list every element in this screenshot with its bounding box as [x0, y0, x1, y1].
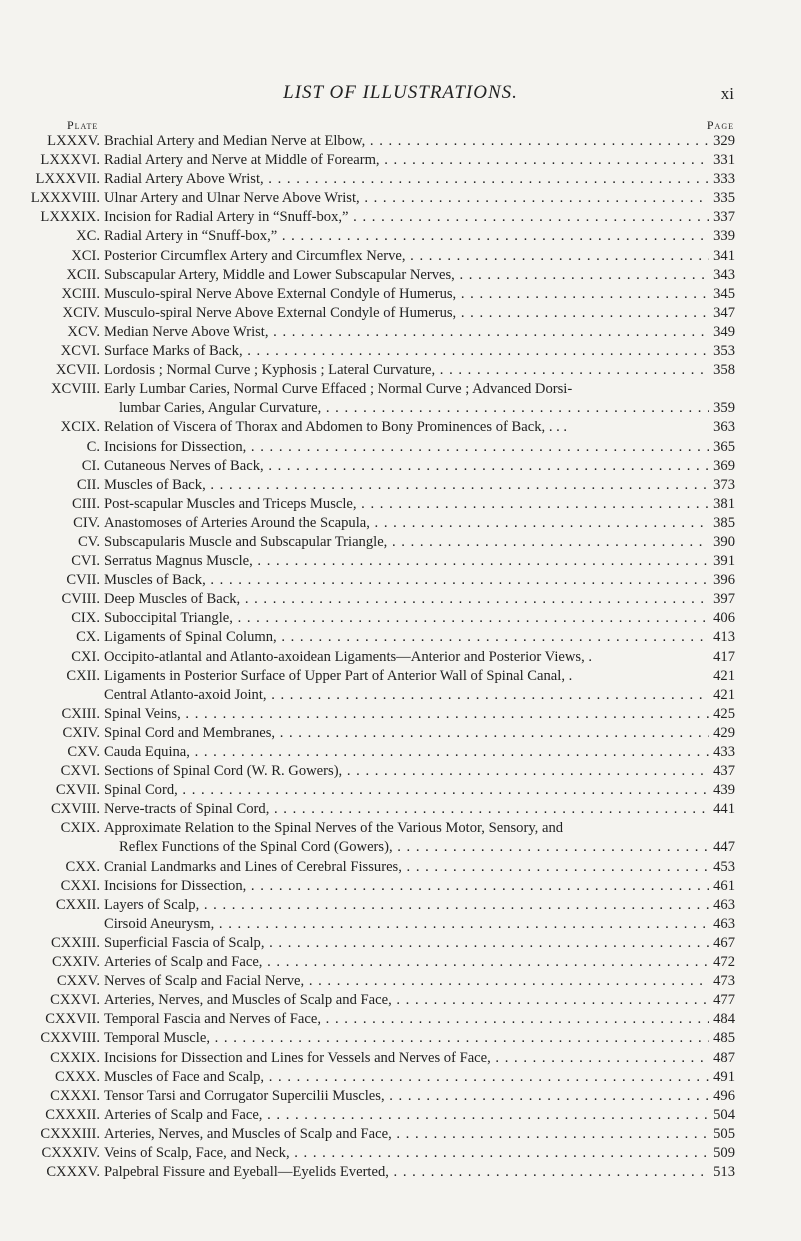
page-reference: 463 — [713, 896, 735, 913]
list-item — [0, 590, 801, 609]
page-reference: 391 — [713, 553, 735, 570]
list-item — [0, 533, 801, 552]
page-number: xi — [720, 84, 734, 103]
list-item — [0, 285, 801, 304]
illustration-title: Incisions for Dissection and Lines for Vessels and Nerves of Face, . . . — [104, 1049, 709, 1068]
plate-number: XCI. — [71, 247, 100, 264]
illustration-title: Arteries, Nerves, and Muscles of Scalp and Face, . . . — [104, 1125, 709, 1144]
plate-number: XCVII. — [55, 362, 100, 379]
plate-number: CXXXII. — [45, 1106, 100, 1123]
illustration-title: Cranial Landmarks and Lines of Cerebral Fissures, . . . — [104, 858, 709, 877]
illustration-title: Sections of Spinal Cord (W. R. Gowers), . . . — [104, 762, 709, 781]
page-reference: 381 — [713, 495, 735, 512]
illustration-title: Muscles of Face and Scalp, . . . — [104, 1068, 709, 1087]
page-reference: 491 — [713, 1068, 735, 1085]
page-reference: 484 — [713, 1011, 735, 1028]
page-reference: 331 — [713, 152, 735, 169]
illustration-title: Approximate Relation to the Spinal Nerves of the Various Motor, Sensory, and — [104, 820, 564, 837]
illustration-title: lumbar Caries, Angular Curvature, . . . — [119, 399, 709, 418]
plate-number: XCVI. — [60, 343, 100, 360]
list-item — [0, 457, 801, 476]
page-reference: 347 — [713, 304, 735, 321]
list-item — [0, 743, 801, 762]
illustration-title: Temporal Fascia and Nerves of Face, . . . — [104, 1010, 709, 1029]
page-reference: 472 — [713, 954, 735, 971]
list-item — [0, 1087, 801, 1106]
page-reference: 417 — [713, 648, 735, 665]
list-item — [0, 934, 801, 953]
plate-number: XCVIII. — [50, 381, 100, 398]
illustration-title: Serratus Magnus Muscle, . . . — [104, 552, 709, 571]
plate-number: XCIV. — [62, 304, 100, 321]
page-reference: 447 — [713, 839, 735, 856]
page-reference: 390 — [713, 533, 735, 550]
illustration-title: Cutaneous Nerves of Back, . . . — [104, 457, 709, 476]
list-item — [0, 838, 801, 857]
list-item — [0, 953, 801, 972]
plate-number: CIX. — [71, 610, 100, 627]
plate-column-header: Plate — [67, 118, 99, 132]
list-item — [0, 800, 801, 819]
page-reference: 349 — [713, 323, 735, 340]
plate-number: CXIV. — [62, 724, 100, 741]
page-reference: 513 — [713, 1164, 735, 1181]
page-reference: 461 — [713, 877, 735, 894]
illustration-title: Incisions for Dissection, . . . — [104, 877, 709, 896]
illustration-title: Occipito-atlantal and Atlanto-axoidean Ligaments—Anterior and Posterior Views, . — [104, 648, 593, 665]
illustration-title: Spinal Veins, . . . — [104, 705, 709, 724]
list-item — [0, 495, 801, 514]
plate-number: CXXIV. — [52, 954, 100, 971]
list-item — [0, 418, 801, 437]
plate-number: LXXXV. — [47, 133, 100, 149]
list-item — [0, 132, 801, 151]
illustration-title: Muscles of Back, . . . — [104, 571, 709, 590]
illustration-title: Central Atlanto-axoid Joint, . . . — [104, 686, 709, 705]
page-reference: 337 — [713, 209, 735, 226]
plate-number: CXXIX. — [50, 1049, 100, 1066]
plate-number: XCIII. — [61, 285, 100, 302]
illustration-title: Ligaments in Posterior Surface of Upper Part of Anterior Wall of Spinal Canal, . — [104, 667, 573, 684]
plate-number: CIV. — [73, 514, 100, 531]
list-item — [0, 1106, 801, 1125]
plate-number: CVII. — [66, 572, 100, 589]
running-title: LIST OF ILLUSTRATIONS. — [283, 82, 518, 103]
page-reference: 439 — [713, 782, 735, 799]
list-item — [0, 724, 801, 743]
list-item — [0, 361, 801, 380]
plate-number: LXXXVI. — [40, 152, 100, 169]
list-item — [0, 686, 801, 705]
list-item — [0, 342, 801, 361]
list-item — [0, 667, 801, 686]
illustration-title: Cirsoid Aneurysm, . . . — [104, 915, 709, 934]
plate-number: CXXVII. — [45, 1011, 100, 1028]
list-item — [0, 896, 801, 915]
page-reference: 369 — [713, 457, 735, 474]
plate-number: CXXI. — [60, 877, 100, 894]
list-item — [0, 762, 801, 781]
list-item — [0, 1125, 801, 1144]
plate-number: XCII. — [66, 266, 100, 283]
page-reference: 467 — [713, 934, 735, 951]
plate-number: LXXXIX. — [40, 209, 100, 226]
list-item — [0, 189, 801, 208]
illustration-title: Spinal Cord and Membranes, . . . — [104, 724, 709, 743]
list-item — [0, 266, 801, 285]
list-item — [0, 915, 801, 934]
plate-number: CX. — [76, 629, 100, 646]
list-item — [0, 1010, 801, 1029]
page-reference: 463 — [713, 915, 735, 932]
list-item — [0, 227, 801, 246]
page-reference: 365 — [713, 438, 735, 455]
list-item — [0, 1029, 801, 1048]
illustration-title: Brachial Artery and Median Nerve at Elbow, . . . — [104, 132, 709, 151]
list-item — [0, 819, 801, 838]
list-item — [0, 1163, 801, 1182]
page-reference: 441 — [713, 801, 735, 818]
plate-number: CII. — [76, 476, 100, 493]
illustration-title: Layers of Scalp, . . . — [104, 896, 709, 915]
illustration-title: Subscapularis Muscle and Subscapular Triangle, . . . — [104, 533, 709, 552]
plate-number: CXXVIII. — [40, 1030, 100, 1047]
list-item — [0, 781, 801, 800]
plate-number: CXVII. — [55, 782, 100, 799]
illustration-title: Early Lumbar Caries, Normal Curve Effaced ; Normal Curve ; Advanced Dorsi- — [104, 381, 573, 398]
plate-number: CXII. — [66, 667, 100, 684]
page-reference: 333 — [713, 171, 735, 188]
illustration-title: Radial Artery in “Snuff-box,” . . . — [104, 227, 709, 246]
page-reference: 406 — [713, 610, 735, 627]
list-item — [0, 628, 801, 647]
list-item — [0, 571, 801, 590]
page-reference: 339 — [713, 228, 735, 245]
list-item — [0, 380, 801, 399]
illustration-title: Surface Marks of Back, . . . — [104, 342, 709, 361]
list-item — [0, 247, 801, 266]
illustration-title: Arteries of Scalp and Face, . . . — [104, 1106, 709, 1125]
page-reference: 396 — [713, 572, 735, 589]
illustration-title: Relation of Viscera of Thorax and Abdomen to Bony Prominences of Back, . . . — [104, 419, 568, 436]
page-reference: 341 — [713, 247, 735, 264]
plate-number: CXVI. — [60, 763, 100, 780]
plate-number: CXIII. — [61, 705, 100, 722]
page-reference: 509 — [713, 1144, 735, 1161]
illustration-title: Radial Artery Above Wrist, . . . — [104, 170, 709, 189]
page-reference: 353 — [713, 343, 735, 360]
plate-number: CIII. — [72, 495, 100, 512]
illustration-title: Suboccipital Triangle, . . . — [104, 609, 709, 628]
plate-number: CXXXIV. — [41, 1144, 100, 1161]
illustration-title: Temporal Muscle, . . . — [104, 1029, 709, 1048]
list-item — [0, 648, 801, 667]
illustration-title: Incision for Radial Artery in “Snuff-box,” . . . — [104, 208, 709, 227]
list-item — [0, 1049, 801, 1068]
list-item — [0, 399, 801, 418]
list-item — [0, 877, 801, 896]
illustration-title: Arteries, Nerves, and Muscles of Scalp and Face, . . . — [104, 991, 709, 1010]
page-reference: 433 — [713, 744, 735, 760]
plate-number: CXV. — [67, 744, 100, 760]
illustration-title: Median Nerve Above Wrist, . . . — [104, 323, 709, 342]
list-item — [0, 514, 801, 533]
illustration-title: Arteries of Scalp and Face, . . . — [104, 953, 709, 972]
plate-number: LXXXVII. — [35, 171, 100, 188]
page-reference: 385 — [713, 514, 735, 531]
page-reference: 413 — [713, 629, 735, 646]
plate-number: CXIX. — [60, 820, 100, 837]
illustration-title: Reflex Functions of the Spinal Cord (Gowers), . . . — [119, 838, 709, 857]
page-reference: 429 — [713, 724, 735, 741]
page-reference: 358 — [713, 362, 735, 379]
plate-number: CXXVI. — [50, 992, 100, 1009]
page-reference: 485 — [713, 1030, 735, 1047]
plate-number: LXXXVIII. — [30, 190, 100, 207]
illustration-title: Radial Artery and Nerve at Middle of Forearm, . . . — [104, 151, 709, 170]
list-item — [0, 972, 801, 991]
illustration-title: Cauda Equina, . . . — [104, 743, 709, 762]
plate-number: CXXIII. — [50, 934, 100, 951]
list-item — [0, 476, 801, 495]
plate-number: CXXII. — [55, 896, 100, 913]
plate-number: CXXX. — [55, 1068, 100, 1085]
illustrations-list — [0, 132, 801, 1182]
list-item — [0, 705, 801, 724]
illustration-title: Nerve-tracts of Spinal Cord, . . . — [104, 800, 709, 819]
illustration-title: Musculo-spiral Nerve Above External Condyle of Humerus, . . . — [104, 285, 709, 304]
page-reference: 343 — [713, 266, 735, 283]
page-reference: 453 — [713, 858, 735, 875]
plate-number: CI. — [81, 457, 100, 474]
list-item — [0, 170, 801, 189]
plate-number: CXVIII. — [50, 801, 100, 818]
illustration-title: Ulnar Artery and Ulnar Nerve Above Wrist, . . . — [104, 189, 709, 208]
list-item — [0, 552, 801, 571]
illustration-title: Veins of Scalp, Face, and Neck, . . . — [104, 1144, 709, 1163]
illustration-title: Palpebral Fissure and Eyeball—Eyelids Everted, . . . — [104, 1163, 709, 1182]
plate-number: CVI. — [71, 553, 100, 570]
list-item — [0, 1068, 801, 1087]
plate-number: C. — [86, 438, 100, 455]
illustration-title: Post-scapular Muscles and Triceps Muscle, . . . — [104, 495, 709, 514]
list-item — [0, 323, 801, 342]
list-item — [0, 438, 801, 457]
illustration-title: Muscles of Back, . . . — [104, 476, 709, 495]
list-item — [0, 609, 801, 628]
page-reference: 437 — [713, 763, 735, 780]
plate-number: CXX. — [65, 858, 100, 875]
illustration-title: Superficial Fascia of Scalp, . . . — [104, 934, 709, 953]
page-reference: 421 — [713, 667, 735, 684]
illustration-title: Subscapular Artery, Middle and Lower Subscapular Nerves, . . . — [104, 266, 709, 285]
illustration-title: Deep Muscles of Back, . . . — [104, 590, 709, 609]
page-reference: 421 — [713, 686, 735, 703]
list-item — [0, 858, 801, 877]
list-item — [0, 151, 801, 170]
page-reference: 505 — [713, 1125, 735, 1142]
plate-number: CXI. — [71, 648, 100, 665]
page-reference: 373 — [713, 476, 735, 493]
page-column-header: Page — [706, 118, 734, 132]
plate-number: CXXXIII. — [40, 1125, 100, 1142]
page-reference: 504 — [713, 1106, 735, 1123]
page-reference: 477 — [713, 992, 735, 1009]
page-reference: 335 — [713, 190, 735, 207]
page-reference: 359 — [713, 400, 735, 417]
list-item — [0, 991, 801, 1010]
plate-number: CVIII. — [61, 591, 100, 608]
illustration-title: Incisions for Dissection, . . . — [104, 438, 709, 457]
illustration-title: Anastomoses of Arteries Around the Scapula, . . . — [104, 514, 709, 533]
illustration-title: Ligaments of Spinal Column, . . . — [104, 628, 709, 647]
page-reference: 363 — [713, 419, 735, 436]
page-reference: 487 — [713, 1049, 735, 1066]
plate-number: CV. — [77, 533, 100, 550]
illustration-title: Nerves of Scalp and Facial Nerve, . . . — [104, 972, 709, 991]
plate-number: CXXV. — [56, 973, 100, 990]
list-item — [0, 1144, 801, 1163]
illustration-title: Posterior Circumflex Artery and Circumflex Nerve, . . . — [104, 247, 709, 266]
illustration-title: Lordosis ; Normal Curve ; Kyphosis ; Lateral Curvature, . . . — [104, 361, 709, 380]
plate-number: CXXXV. — [46, 1164, 100, 1181]
page-reference: 329 — [713, 133, 735, 149]
illustration-title: Tensor Tarsi and Corrugator Supercilii Muscles, . . . — [104, 1087, 709, 1106]
page-reference: 397 — [713, 591, 735, 608]
illustration-title: Musculo-spiral Nerve Above External Condyle of Humerus, . . . — [104, 304, 709, 323]
plate-number: XCIX. — [60, 419, 100, 436]
page-reference: 473 — [713, 973, 735, 990]
list-item — [0, 208, 801, 227]
page-reference: 496 — [713, 1087, 735, 1104]
list-item — [0, 304, 801, 323]
plate-number: XCV. — [67, 323, 100, 340]
plate-number: CXXXI. — [50, 1087, 100, 1104]
illustration-title: Spinal Cord, . . . — [104, 781, 709, 800]
page-reference: 425 — [713, 705, 735, 722]
plate-number: XC. — [76, 228, 100, 245]
page-reference: 345 — [713, 285, 735, 302]
